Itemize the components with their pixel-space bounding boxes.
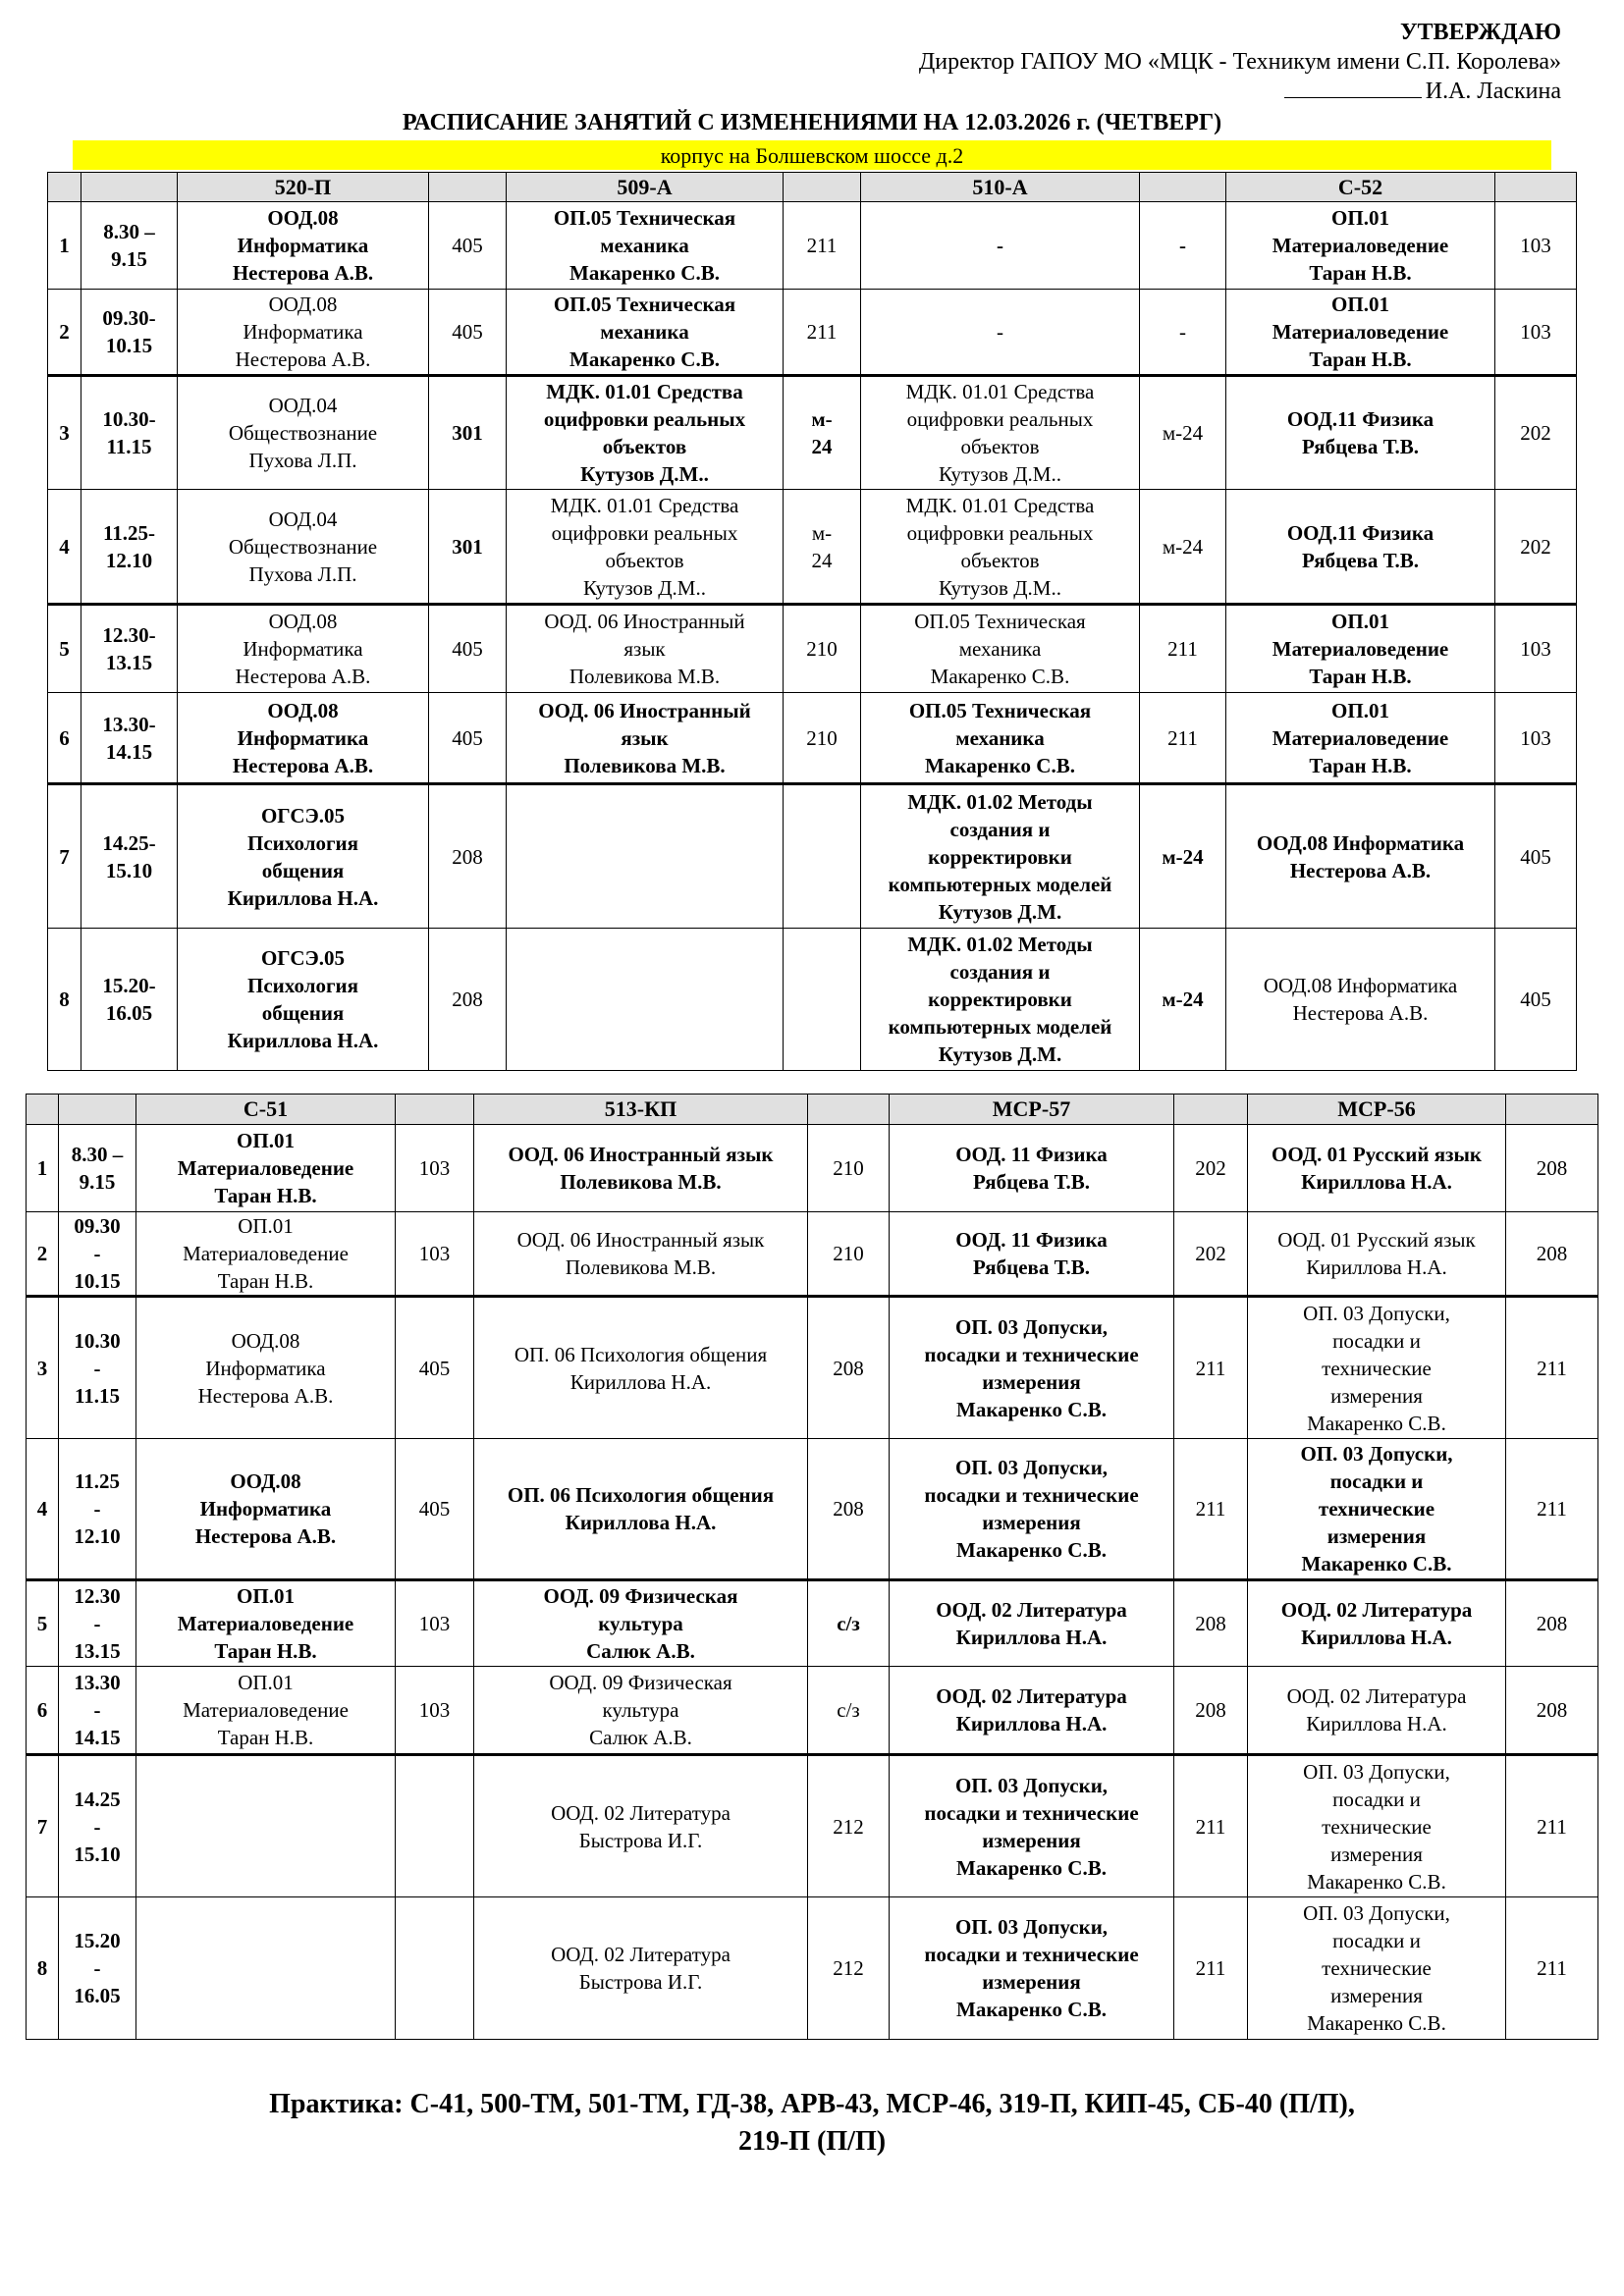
room-cell: [396, 1755, 474, 1897]
subject-cell: ОП. 03 Допуски, посадки и технические измерения Макаренко С.В.: [890, 1897, 1174, 2040]
table-row: [27, 1755, 1598, 1897]
group-header: 520-П: [178, 173, 429, 202]
subject-cell: ОГСЭ.05 Психология общения Кириллова Н.А.: [178, 929, 429, 1071]
room-cell: 211: [1174, 1297, 1248, 1439]
subject-cell: ООД. 02 Литература Быстрова И.Г.: [474, 1755, 808, 1897]
lesson-number: 7: [48, 784, 81, 929]
table-row: [48, 784, 1577, 929]
subject-cell: -: [861, 290, 1140, 376]
subject-cell: МДК. 01.01 Средства оцифровки реальных объектов Кутузов Д.М..: [507, 490, 784, 605]
table-row: [27, 1212, 1598, 1297]
lesson-time: 12.30- 13.15: [81, 605, 178, 693]
approval-block: [919, 18, 1561, 106]
room-cell: 103: [396, 1125, 474, 1212]
room-cell: 202: [1495, 490, 1577, 605]
subject-cell: МДК. 01.01 Средства оцифровки реальных объектов Кутузов Д.М..: [861, 376, 1140, 490]
subject-cell: ОП.01 Материаловедение Таран Н.В.: [1226, 202, 1495, 290]
lesson-number: 8: [27, 1897, 59, 2040]
room-cell: 210: [784, 605, 861, 693]
room-cell: 405: [429, 605, 507, 693]
lesson-time: 15.20 - 16.05: [59, 1897, 136, 2040]
lesson-time: 11.25- 12.10: [81, 490, 178, 605]
room-cell: 103: [1495, 605, 1577, 693]
room-cell: -: [1140, 290, 1226, 376]
table-row: [48, 929, 1577, 1071]
subject-cell: ООД. 06 Иностранный язык Полевикова М.В.: [474, 1125, 808, 1212]
subject-cell: ОГСЭ.05 Психология общения Кириллова Н.А.: [178, 784, 429, 929]
subject-cell: ОП. 03 Допуски, посадки и технические измерения Макаренко С.В.: [890, 1755, 1174, 1897]
subject-cell: ОП.01 Материаловедение Таран Н.В.: [1226, 693, 1495, 784]
subject-cell: МДК. 01.02 Методы создания и корректировки компьютерных моделей Кутузов Д.М.: [861, 784, 1140, 929]
subject-cell: ООД.08 Информатика Нестерова А.В.: [178, 290, 429, 376]
subject-cell: ООД. 06 Иностранный язык Полевикова М.В.: [507, 605, 784, 693]
room-cell: [396, 1897, 474, 2040]
lesson-time: 15.20- 16.05: [81, 929, 178, 1071]
lesson-time: 13.30- 14.15: [81, 693, 178, 784]
building-banner: корпус на Болшевском шоссе д.2: [73, 140, 1551, 170]
signature-line: [919, 77, 1561, 106]
table-row: [48, 693, 1577, 784]
room-header: [1495, 173, 1577, 202]
approve-label: УТВЕРЖДАЮ: [1399, 20, 1561, 45]
room-cell: 202: [1174, 1125, 1248, 1212]
room-cell: 208: [1174, 1580, 1248, 1667]
lesson-number: 3: [27, 1297, 59, 1439]
header-time: [81, 173, 178, 202]
subject-cell: ООД. 01 Русский язык Кириллова Н.А.: [1248, 1212, 1506, 1297]
subject-cell: ОП. 03 Допуски, посадки и технические измерения Макаренко С.В.: [1248, 1439, 1506, 1580]
lesson-number: 2: [27, 1212, 59, 1297]
room-cell: м-24: [1140, 784, 1226, 929]
room-cell: м-24: [1140, 929, 1226, 1071]
practice-line-1: Практика: С-41, 500-ТМ, 501-ТМ, ГД-38, АРВ-43, МСР-46, 319-П, КИП-45, СБ-40 (П/П),: [269, 2089, 1355, 2119]
room-cell: -: [1140, 202, 1226, 290]
lesson-time: 09.30 - 10.15: [59, 1212, 136, 1297]
room-cell: 103: [396, 1212, 474, 1297]
lesson-number: 5: [27, 1580, 59, 1667]
table-header-row: [48, 173, 1577, 202]
table-row: [27, 1439, 1598, 1580]
room-header: [1140, 173, 1226, 202]
table-row: [27, 1897, 1598, 2040]
table-row: [48, 376, 1577, 490]
room-cell: 405: [429, 693, 507, 784]
subject-cell: -: [861, 202, 1140, 290]
room-cell: 211: [1174, 1439, 1248, 1580]
subject-cell: ООД. 06 Иностранный язык Полевикова М.В.: [474, 1212, 808, 1297]
room-cell: 210: [784, 693, 861, 784]
room-cell: [784, 929, 861, 1071]
subject-cell: [136, 1755, 396, 1897]
subject-cell: ООД. 02 Литература Кириллова Н.А.: [890, 1580, 1174, 1667]
subject-cell: ОП.05 Техническая механика Макаренко С.В.: [861, 605, 1140, 693]
schedule-table-2: [26, 1094, 1598, 2040]
room-cell: м-24: [1140, 490, 1226, 605]
room-cell: 211: [1506, 1755, 1598, 1897]
lesson-time: 14.25 - 15.10: [59, 1755, 136, 1897]
room-header: [784, 173, 861, 202]
room-cell: 208: [1506, 1580, 1598, 1667]
director-line: Директор ГАПОУ МО «МЦК - Техникум имени С.П. Королева»: [918, 49, 1561, 75]
lesson-number: 6: [48, 693, 81, 784]
lesson-number: 4: [48, 490, 81, 605]
lesson-number: 1: [27, 1125, 59, 1212]
room-cell: 208: [429, 784, 507, 929]
room-cell: 405: [429, 202, 507, 290]
room-cell: 405: [1495, 784, 1577, 929]
subject-cell: [507, 929, 784, 1071]
subject-cell: ООД. 01 Русский язык Кириллова Н.А.: [1248, 1125, 1506, 1212]
practice-note: [0, 2086, 1624, 2161]
room-cell: 208: [808, 1297, 890, 1439]
lesson-number: 5: [48, 605, 81, 693]
subject-cell: ОП.01 Материаловедение Таран Н.В.: [136, 1667, 396, 1755]
subject-cell: ООД.08 Информатика Нестерова А.В.: [136, 1297, 396, 1439]
room-cell: 208: [1506, 1667, 1598, 1755]
group-header: 509-А: [507, 173, 784, 202]
subject-cell: ООД.11 Физика Рябцева Т.В.: [1226, 490, 1495, 605]
table-row: [27, 1580, 1598, 1667]
subject-cell: ОП.01 Материаловедение Таран Н.В.: [136, 1580, 396, 1667]
room-cell: 103: [396, 1580, 474, 1667]
group-header: 513-КП: [474, 1095, 808, 1125]
lesson-number: 3: [48, 376, 81, 490]
subject-cell: ООД.08 Информатика Нестерова А.В.: [178, 202, 429, 290]
subject-cell: ОП.05 Техническая механика Макаренко С.В.: [861, 693, 1140, 784]
room-cell: м-24: [1140, 376, 1226, 490]
room-cell: с/з: [808, 1580, 890, 1667]
room-cell: [784, 784, 861, 929]
lesson-number: 7: [27, 1755, 59, 1897]
room-cell: 208: [1174, 1667, 1248, 1755]
subject-cell: ООД. 09 Физическая культура Салюк А.В.: [474, 1667, 808, 1755]
subject-cell: ООД. 11 Физика Рябцева Т.В.: [890, 1125, 1174, 1212]
subject-cell: ОП. 06 Психология общения Кириллова Н.А.: [474, 1439, 808, 1580]
lesson-number: 1: [48, 202, 81, 290]
room-cell: 211: [1174, 1755, 1248, 1897]
lesson-number: 4: [27, 1439, 59, 1580]
subject-cell: ООД. 06 Иностранный язык Полевикова М.В.: [507, 693, 784, 784]
subject-cell: ООД. 09 Физическая культура Салюк А.В.: [474, 1580, 808, 1667]
subject-cell: ОП. 03 Допуски, посадки и технические измерения Макаренко С.В.: [890, 1439, 1174, 1580]
header-num: [48, 173, 81, 202]
lesson-number: 8: [48, 929, 81, 1071]
subject-cell: МДК. 01.01 Средства оцифровки реальных объектов Кутузов Д.М..: [861, 490, 1140, 605]
subject-cell: ОП.05 Техническая механика Макаренко С.В.: [507, 202, 784, 290]
room-header: [808, 1095, 890, 1125]
signature-blank: [1284, 78, 1422, 98]
room-cell: 103: [1495, 693, 1577, 784]
subject-cell: ОП.05 Техническая механика Макаренко С.В.: [507, 290, 784, 376]
table-row: [48, 202, 1577, 290]
subject-cell: ОП. 03 Допуски, посадки и технические измерения Макаренко С.В.: [1248, 1297, 1506, 1439]
room-cell: 212: [808, 1897, 890, 2040]
subject-cell: ООД. 11 Физика Рябцева Т.В.: [890, 1212, 1174, 1297]
room-cell: 211: [784, 290, 861, 376]
group-header: МСР-57: [890, 1095, 1174, 1125]
lesson-time: 09.30- 10.15: [81, 290, 178, 376]
lesson-number: 6: [27, 1667, 59, 1755]
room-cell: 301: [429, 376, 507, 490]
page-title: РАСПИСАНИЕ ЗАНЯТИЙ С ИЗМЕНЕНИЯМИ НА 12.03.2026 г. (ЧЕТВЕРГ): [402, 110, 1222, 135]
lesson-time: 10.30 - 11.15: [59, 1297, 136, 1439]
room-cell: 208: [808, 1439, 890, 1580]
subject-cell: ООД.08 Информатика Нестерова А.В.: [178, 693, 429, 784]
room-cell: 405: [1495, 929, 1577, 1071]
lesson-time: 10.30- 11.15: [81, 376, 178, 490]
room-cell: 103: [1495, 290, 1577, 376]
header-num: [27, 1095, 59, 1125]
room-cell: 211: [1506, 1439, 1598, 1580]
group-header: С-52: [1226, 173, 1495, 202]
subject-cell: ООД. 02 Литература Кириллова Н.А.: [1248, 1580, 1506, 1667]
subject-cell: ОП. 03 Допуски, посадки и технические измерения Макаренко С.В.: [890, 1297, 1174, 1439]
table-row: [27, 1297, 1598, 1439]
room-cell: 212: [808, 1755, 890, 1897]
subject-cell: ООД.08 Информатика Нестерова А.В.: [136, 1439, 396, 1580]
subject-cell: ООД.04 Обществознание Пухова Л.П.: [178, 376, 429, 490]
room-cell: м- 24: [784, 490, 861, 605]
subject-cell: ОП.01 Материаловедение Таран Н.В.: [1226, 290, 1495, 376]
subject-cell: ООД.08 Информатика Нестерова А.В.: [178, 605, 429, 693]
table-row: [27, 1125, 1598, 1212]
table-header-row: [27, 1095, 1598, 1125]
room-cell: 208: [1506, 1212, 1598, 1297]
room-cell: 211: [1506, 1897, 1598, 2040]
subject-cell: МДК. 01.02 Методы создания и корректировки компьютерных моделей Кутузов Д.М.: [861, 929, 1140, 1071]
table-row: [48, 290, 1577, 376]
subject-cell: ООД.08 Информатика Нестерова А.В.: [1226, 929, 1495, 1071]
subject-cell: ОП. 06 Психология общения Кириллова Н.А.: [474, 1297, 808, 1439]
group-header: С-51: [136, 1095, 396, 1125]
room-cell: 211: [784, 202, 861, 290]
subject-cell: ОП.01 Материаловедение Таран Н.В.: [136, 1212, 396, 1297]
subject-cell: МДК. 01.01 Средства оцифровки реальных объектов Кутузов Д.М..: [507, 376, 784, 490]
room-cell: 202: [1495, 376, 1577, 490]
room-cell: 301: [429, 490, 507, 605]
room-cell: 405: [396, 1439, 474, 1580]
subject-cell: [136, 1897, 396, 2040]
subject-cell: ООД. 02 Литература Быстрова И.Г.: [474, 1897, 808, 2040]
table-row: [48, 605, 1577, 693]
room-cell: 210: [808, 1212, 890, 1297]
subject-cell: ООД.08 Информатика Нестерова А.В.: [1226, 784, 1495, 929]
room-header: [1506, 1095, 1598, 1125]
room-cell: 208: [1506, 1125, 1598, 1212]
room-cell: 210: [808, 1125, 890, 1212]
lesson-time: 8.30 – 9.15: [59, 1125, 136, 1212]
room-cell: 405: [429, 290, 507, 376]
group-header: 510-А: [861, 173, 1140, 202]
lesson-number: 2: [48, 290, 81, 376]
subject-cell: ОП. 03 Допуски, посадки и технические измерения Макаренко С.В.: [1248, 1897, 1506, 2040]
header-time: [59, 1095, 136, 1125]
lesson-time: 8.30 – 9.15: [81, 202, 178, 290]
room-cell: 211: [1140, 693, 1226, 784]
room-cell: 208: [429, 929, 507, 1071]
room-header: [396, 1095, 474, 1125]
subject-cell: ОП. 03 Допуски, посадки и технические измерения Макаренко С.В.: [1248, 1755, 1506, 1897]
room-cell: с/з: [808, 1667, 890, 1755]
room-header: [429, 173, 507, 202]
lesson-time: 11.25 - 12.10: [59, 1439, 136, 1580]
room-cell: 211: [1140, 605, 1226, 693]
room-cell: 211: [1506, 1297, 1598, 1439]
subject-cell: ООД.04 Обществознание Пухова Л.П.: [178, 490, 429, 605]
subject-cell: ООД. 02 Литература Кириллова Н.А.: [1248, 1667, 1506, 1755]
table-row: [27, 1667, 1598, 1755]
room-cell: м- 24: [784, 376, 861, 490]
group-header: МСР-56: [1248, 1095, 1506, 1125]
room-cell: 202: [1174, 1212, 1248, 1297]
subject-cell: [507, 784, 784, 929]
subject-cell: ООД.11 Физика Рябцева Т.В.: [1226, 376, 1495, 490]
subject-cell: ОП.01 Материаловедение Таран Н.В.: [1226, 605, 1495, 693]
lesson-time: 14.25- 15.10: [81, 784, 178, 929]
subject-cell: ООД. 02 Литература Кириллова Н.А.: [890, 1667, 1174, 1755]
room-header: [1174, 1095, 1248, 1125]
practice-line-2: 219-П (П/П): [737, 2126, 887, 2157]
lesson-time: 12.30 - 13.15: [59, 1580, 136, 1667]
lesson-time: 13.30 - 14.15: [59, 1667, 136, 1755]
subject-cell: ОП.01 Материаловедение Таран Н.В.: [136, 1125, 396, 1212]
table-row: [48, 490, 1577, 605]
signatory-name: И.А. Ласкина: [1425, 79, 1561, 104]
room-cell: 103: [396, 1667, 474, 1755]
schedule-table-1: [47, 172, 1577, 1071]
room-cell: 405: [396, 1297, 474, 1439]
room-cell: 211: [1174, 1897, 1248, 2040]
room-cell: 103: [1495, 202, 1577, 290]
